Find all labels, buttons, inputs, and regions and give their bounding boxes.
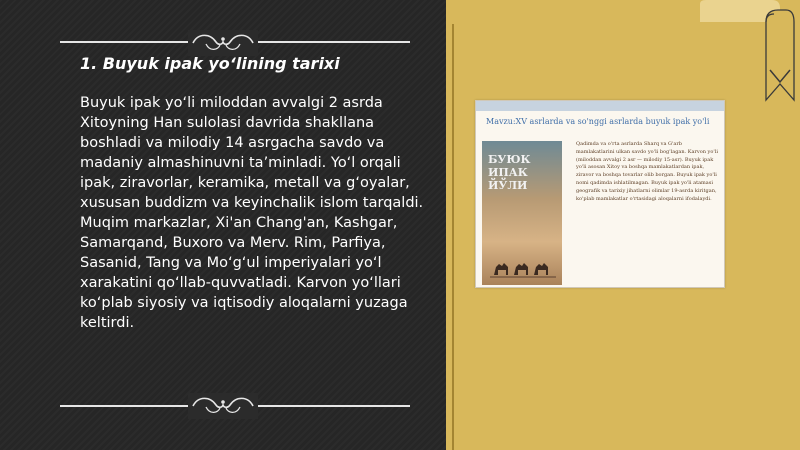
gold-frame-edge bbox=[452, 24, 454, 450]
book-cover bbox=[482, 141, 562, 285]
ornament-scroll-icon bbox=[188, 393, 258, 419]
image-paragraph: Qadimda va o'rta asrlarda Sharq va G'arb mamlakatlarini ulkan savdo yo'li bog'lagan. Karvon yo'li (miloddan avvalgi 2 asr — milodiy 15-asr). Buyuk ipak yo'li asosan Xitoy va boshqa mamlakatlardan ipak, ziravor va boshqa tovarlar olib borgan. Buyuk ipak yo'li nomi qadimda ishlatilmagan. Buyuk ipak yo'li atamasi geografik va tarixiy jihatlarni olimlar 19-asrda kiritgan, ko'plab mamlakatlar o'rtasidagi aloqalarni ifodalaydi. bbox=[576, 141, 718, 202]
slide-title: 1. Buyuk ipak yo‘lining tarixi bbox=[80, 54, 340, 73]
textbook-page-image bbox=[475, 100, 725, 288]
cover-title: БУЮК ИПАК ЙЎЛИ bbox=[488, 153, 531, 192]
slide-body-text: Buyuk ipak yo‘li miloddan avvalgi 2 asrda Xitoyning Han sulolasi davrida shakllana boshladi va milodiy 14 asrgacha savdo va madaniy almashinuvni ta’minladi. Yo‘l orqali ipak, ziravorlar, keramika, metall va g‘oyalar, xususan buddizm va keyinchalik islom tarqaldi. Muqim markazlar, Xi'an Chang'an, Kashgar, Samarqand, Buxoro va Merv. Rim, Parfiya, Sasanid, Tang va Mo‘g‘ul imperiyalari yo‘l xarakatini qo‘llab-quvvatladi. Karvon yo‘llari ko‘plab siyosiy va iqtisodiy aloqalarni yuzaga keltirdi. bbox=[80, 95, 424, 331]
bookmark-ribbon-icon bbox=[700, 0, 800, 110]
image-caption: Mavzu:XV asrlarda va so'nggi asrlarda buyuk ipak yo'li bbox=[486, 117, 710, 126]
ornament-scroll-icon bbox=[188, 30, 258, 56]
caravan-camel-icon bbox=[490, 249, 556, 279]
page-header-band bbox=[476, 101, 724, 111]
